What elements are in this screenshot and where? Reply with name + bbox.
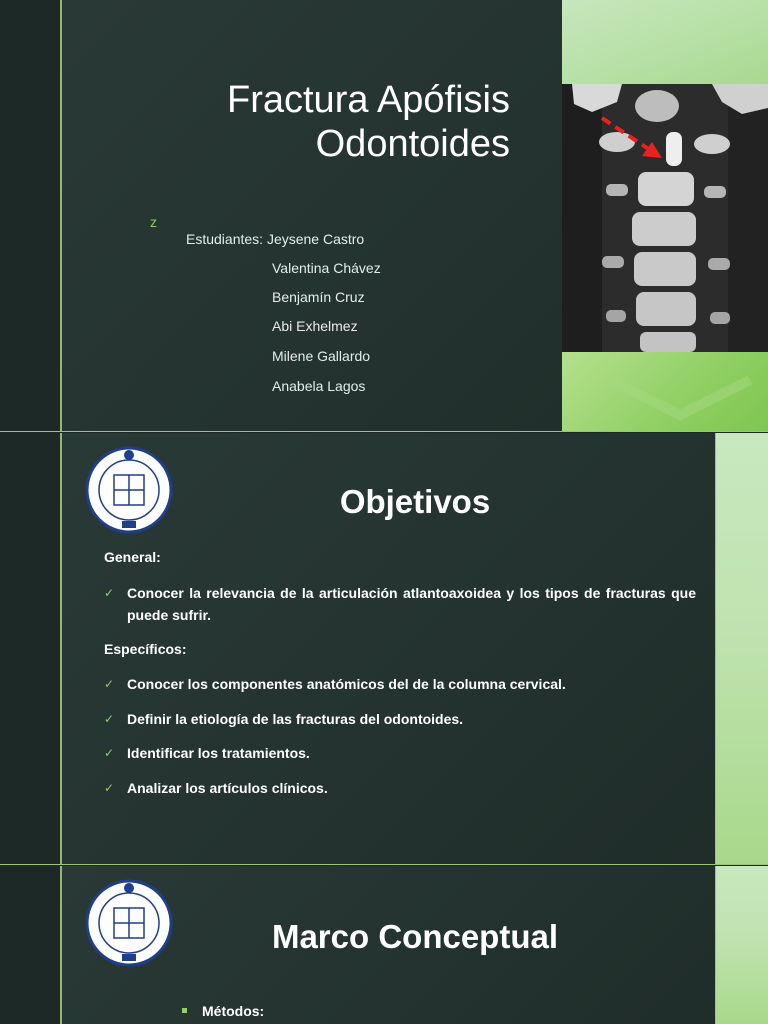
decor-mark: z: [150, 214, 157, 230]
list-item-text: Definir la etiología de las fracturas del odontoides.: [127, 711, 464, 727]
objectives-slide: [0, 433, 768, 865]
chevron-decoration: [600, 360, 760, 430]
green-panel-top: [562, 0, 768, 84]
side-strip-line: [715, 866, 716, 1024]
list-item-text: Conocer la relevancia de la articulación atlantoaxoidea y los tipos de fracturas que puede sufrir.: [127, 585, 696, 623]
left-accent-line: [60, 433, 62, 865]
slide-divider: [0, 431, 768, 432]
student-name: Valentina Chávez: [272, 260, 381, 276]
check-icon: ✓: [104, 712, 115, 726]
student-name: Abi Exhelmez: [272, 318, 358, 334]
student-name: Anabela Lagos: [272, 378, 366, 394]
list-item: [104, 582, 696, 626]
university-seal-logo: [84, 878, 174, 968]
square-bullet-icon: [182, 1008, 187, 1013]
left-accent-line: [60, 866, 62, 1024]
slide-heading: Objetivos: [339, 483, 491, 520]
university-seal-logo: [84, 445, 174, 535]
general-label: General:: [104, 549, 161, 565]
specific-label: Específicos:: [104, 641, 187, 657]
left-accent-line: [60, 0, 62, 432]
title-line-1: Fractura Apófisis: [227, 79, 510, 121]
title-line-2: Odontoides: [315, 123, 510, 165]
green-side-strip: [716, 866, 768, 1024]
presentation-title: [110, 78, 510, 166]
framework-slide: [0, 866, 768, 1024]
check-icon: ✓: [104, 746, 115, 760]
list-item: [104, 777, 696, 799]
list-item: [104, 742, 696, 764]
methods-label: Métodos:: [202, 1003, 265, 1019]
title-slide: [0, 0, 768, 432]
check-icon: ✓: [104, 677, 115, 691]
slide-divider: [0, 864, 768, 865]
ct-scan-image: [562, 84, 768, 352]
check-icon: ✓: [104, 781, 115, 795]
slide-heading: Marco Conceptual: [271, 918, 559, 955]
list-item: [104, 708, 696, 730]
left-band: [0, 0, 60, 432]
check-icon: ✓: [104, 586, 115, 600]
side-strip-line: [715, 433, 716, 865]
list-item: [104, 673, 696, 695]
students-label: Estudiantes: Jeysene Castro: [186, 231, 365, 247]
list-item-text: Conocer los componentes anatómicos del de la columna cervical.: [127, 676, 566, 692]
list-item-text: Analizar los artículos clínicos.: [127, 780, 328, 796]
green-side-strip: [716, 433, 768, 865]
left-band: [0, 433, 60, 865]
student-name: Benjamín Cruz: [272, 289, 365, 305]
student-name: Milene Gallardo: [272, 348, 371, 364]
list-item-text: Identificar los tratamientos.: [127, 745, 310, 761]
left-band: [0, 866, 60, 1024]
